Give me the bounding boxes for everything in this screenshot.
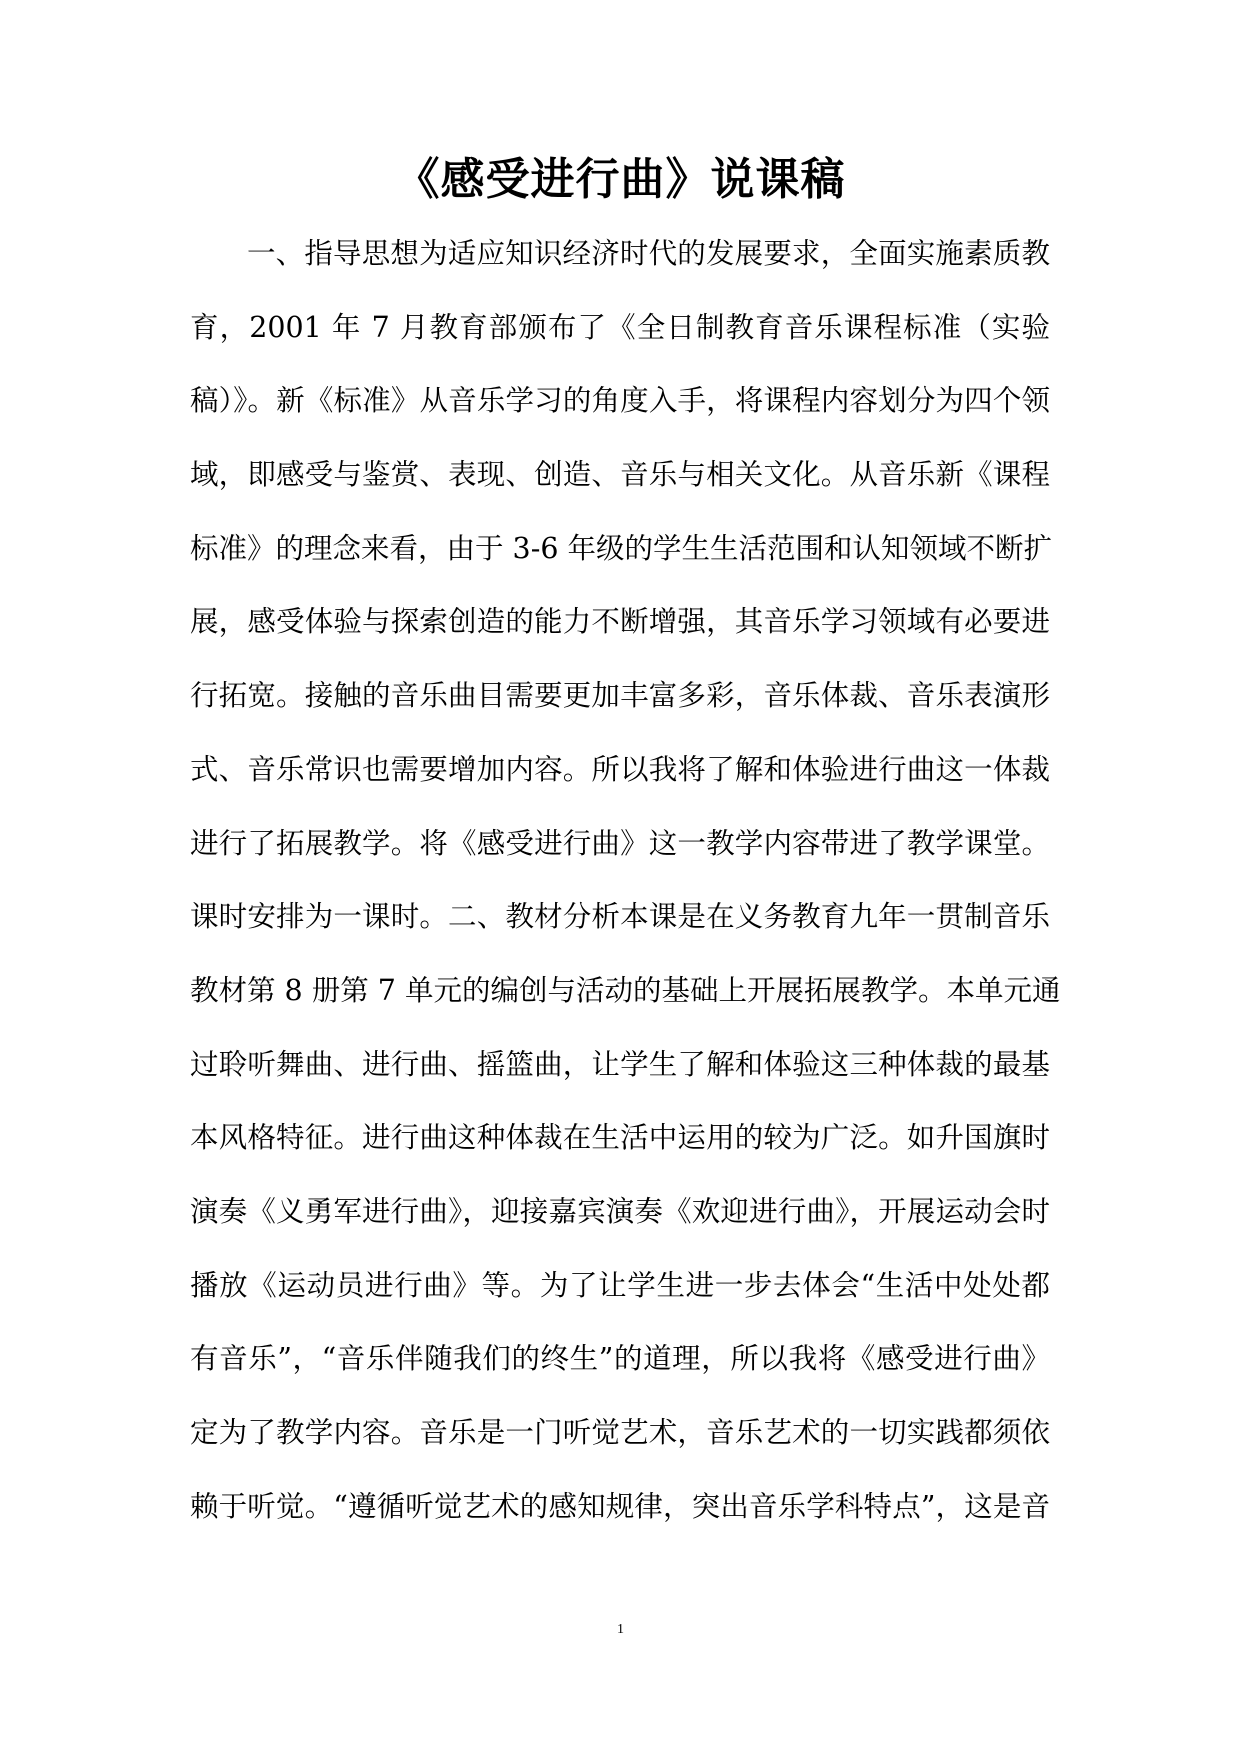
- body-line: 展，感受体验与探索创造的能力不断增强，其音乐学习领域有必要进: [190, 605, 1050, 639]
- body-line: 过聆听舞曲、进行曲、摇篮曲，让学生了解和体验这三种体裁的最基: [190, 1047, 1050, 1081]
- body-line: 课时安排为一课时。二、教材分析本课是在义务教育九年一贯制音乐: [190, 900, 1050, 934]
- body-line: 赖于听觉。“遵循听觉艺术的感知规律，突出音乐学科特点”，这是音: [190, 1489, 1050, 1523]
- body-line: 标准》的理念来看，由于 3-6 年级的学生生活范围和认知领域不断扩: [190, 531, 1053, 565]
- page-number: 1: [617, 1622, 624, 1637]
- document-body: [190, 232, 1061, 1558]
- body-line: 演奏《义勇军进行曲》，迎接嘉宾演奏《欢迎进行曲》，开展运动会时: [190, 1194, 1050, 1228]
- body-line: 稿）》。新《标准》从音乐学习的角度入手，将课程内容划分为四个领: [190, 384, 1050, 418]
- document-title: 《感受进行曲》说课稿: [395, 154, 846, 205]
- body-line: 育，2001 年 7 月教育部颁布了《全日制教育音乐课程标准（实验: [190, 310, 1050, 344]
- body-line: 本风格特征。进行曲这种体裁在生活中运用的较为广泛。如升国旗时: [190, 1121, 1050, 1155]
- body-line: 定为了教学内容。音乐是一门听觉艺术，音乐艺术的一切实践都须依: [190, 1416, 1050, 1449]
- body-line: 进行了拓展教学。将《感受进行曲》这一教学内容带进了教学课堂。: [190, 826, 1050, 860]
- body-line: 教材第 8 册第 7 单元的编创与活动的基础上开展拓展教学。本单元通: [190, 973, 1061, 1007]
- body-line: 式、音乐常识也需要增加内容。所以我将了解和体验进行曲这一体裁: [190, 752, 1050, 786]
- body-line: 播放《运动员进行曲》等。为了让学生进一步去体会“生活中处处都: [190, 1268, 1050, 1302]
- body-line: 有音乐”，“音乐伴随我们的终生”的道理，所以我将《感受进行曲》: [190, 1342, 1050, 1376]
- body-line: 域，即感受与鉴赏、表现、创造、音乐与相关文化。从音乐新《课程: [190, 458, 1050, 492]
- body-line: 一、指导思想为适应知识经济时代的发展要求，全面实施素质教: [247, 237, 1050, 270]
- body-line: 行拓宽。接触的音乐曲目需要更加丰富多彩，音乐体裁、音乐表演形: [190, 679, 1050, 713]
